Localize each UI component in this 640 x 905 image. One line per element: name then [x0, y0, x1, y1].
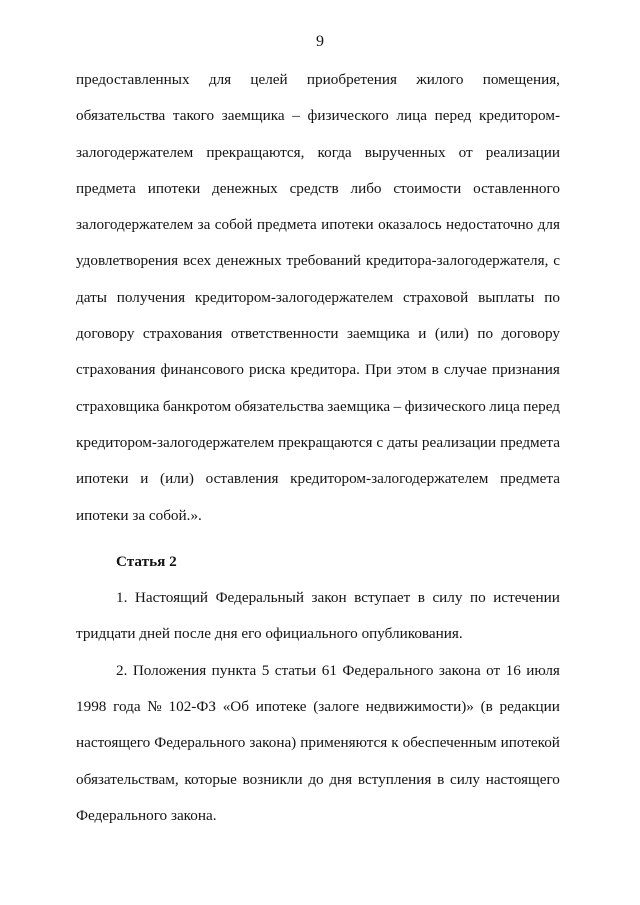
word: истечении: [493, 589, 560, 607]
word: с: [553, 252, 560, 270]
word: предмета: [76, 179, 136, 197]
document-body: [76, 70, 560, 842]
text-line: [76, 143, 560, 179]
word: по: [477, 325, 494, 343]
word: залогодержателем: [76, 143, 194, 161]
word: до: [308, 770, 324, 788]
word: (или): [160, 470, 194, 488]
word: этом: [396, 361, 427, 379]
text-line: [76, 469, 560, 505]
word: оказалось: [378, 216, 442, 234]
word: статьи: [274, 661, 317, 679]
word: силу: [432, 589, 463, 607]
word: за: [197, 216, 211, 234]
word: физического: [404, 397, 486, 415]
word: реализации: [421, 433, 497, 451]
word: и: [140, 470, 149, 488]
word: денежных: [212, 179, 278, 197]
word: вступает: [354, 589, 411, 607]
word: –: [292, 107, 300, 125]
word: предоставленных: [76, 71, 190, 88]
word: и: [418, 325, 427, 343]
word: для: [208, 71, 232, 88]
word: страхования: [142, 325, 223, 343]
word: обеспеченным: [402, 734, 497, 752]
word: в: [417, 589, 425, 607]
article-item-2: [76, 661, 560, 842]
word: даты: [387, 433, 418, 451]
text-line-last: ипотеки за собой.».: [76, 506, 202, 524]
word: денежных: [215, 252, 282, 270]
word: от: [458, 143, 473, 161]
text-line: [76, 288, 560, 324]
word: кредитора.: [290, 361, 360, 379]
text-line: [76, 770, 560, 806]
word: заемщика: [221, 107, 285, 125]
word: случае: [443, 361, 487, 379]
text-line: [76, 215, 560, 251]
word: настоящего: [76, 734, 151, 752]
word: (или): [434, 325, 469, 343]
word: всех: [182, 252, 212, 270]
word: перед: [434, 107, 472, 125]
word: ипотекой: [500, 734, 560, 752]
text-line: [76, 251, 560, 287]
page-number: 9: [316, 33, 324, 50]
text-line: [76, 397, 560, 433]
word: реализации: [485, 143, 560, 161]
word: оставленного: [473, 179, 560, 197]
word: 102-ФЗ: [168, 698, 216, 716]
word: предмета: [256, 216, 317, 234]
text-line: [76, 324, 560, 360]
word: года: [113, 698, 141, 716]
word: помещения,: [482, 71, 560, 88]
word: кредитором-залогодержателем: [290, 470, 489, 488]
word: ипотеке: [255, 698, 307, 716]
word: получения: [116, 288, 186, 306]
word: силу: [449, 770, 480, 788]
word: Настоящий: [134, 589, 209, 607]
word: в: [431, 361, 439, 379]
word: ответственности: [230, 325, 339, 343]
word: признания: [491, 361, 560, 379]
word: которые: [184, 770, 237, 788]
word: собой: [214, 216, 253, 234]
word: с: [376, 433, 384, 451]
word: к: [391, 734, 399, 752]
word: применяются: [300, 734, 388, 752]
word: для: [537, 216, 560, 234]
word: кредитором-залогодержателем: [194, 288, 394, 306]
text-line: [76, 106, 560, 142]
word: Федеральный: [215, 589, 305, 607]
word: от: [486, 661, 501, 679]
word: средств: [289, 179, 339, 197]
word: заемщика: [327, 397, 391, 415]
word: страхования: [76, 361, 156, 379]
text-line: [76, 179, 560, 215]
word: недвижимости)»: [365, 698, 474, 716]
word: 1998: [76, 698, 107, 716]
text-line-last: тридцати дней после дня его официального опубликования.: [76, 625, 463, 643]
word: обязательствам,: [76, 770, 179, 788]
word: ипотеки: [321, 216, 374, 234]
text-line-last: Федерального закона.: [76, 806, 217, 824]
word: При: [364, 361, 392, 379]
word: в: [437, 770, 445, 788]
word: прекращаются,: [206, 143, 305, 161]
text-line: [76, 588, 560, 624]
word: либо: [350, 179, 382, 197]
word: (в: [480, 698, 493, 716]
word: Положения: [132, 661, 207, 679]
word: кредитором-залогодержателем: [76, 433, 275, 451]
word: по: [470, 589, 486, 607]
word: предмета: [500, 470, 560, 488]
word: выплаты: [478, 288, 535, 306]
word: перед: [523, 397, 560, 415]
word: жилого: [416, 71, 464, 88]
word: оставления: [205, 470, 279, 488]
word: стоимости: [393, 179, 462, 197]
paragraph-continuation: [76, 70, 560, 542]
word: ипотеки: [147, 179, 201, 197]
word: дня: [329, 770, 353, 788]
word: договору: [501, 325, 560, 343]
word: Федерального: [342, 661, 434, 679]
word: закона: [438, 661, 481, 679]
word: прекращаются: [278, 433, 373, 451]
text-line: [76, 360, 560, 396]
text-line: [76, 433, 560, 469]
article-item-1: [76, 588, 560, 661]
word: редакции: [499, 698, 560, 716]
word: такого: [172, 107, 215, 125]
word: целей: [250, 71, 288, 88]
word: лица: [489, 397, 520, 415]
word: требований: [286, 252, 362, 270]
word: предмета: [500, 433, 560, 451]
word: кредитора-залогодержателя,: [365, 252, 549, 270]
word: даты: [76, 288, 107, 306]
word: 1.: [116, 589, 128, 607]
word: Федерального: [154, 734, 246, 752]
text-line: [76, 733, 560, 769]
word: «Об: [222, 698, 249, 716]
word: по: [544, 288, 560, 306]
word: настоящего: [485, 770, 560, 788]
word: закона): [249, 734, 297, 752]
text-line: [76, 661, 560, 697]
word: заемщика: [346, 325, 410, 343]
word: страховщика: [76, 397, 160, 415]
word: риска: [248, 361, 286, 379]
word: –: [393, 397, 402, 415]
word: закон: [311, 589, 347, 607]
word: 61: [321, 661, 337, 679]
word: вырученных: [364, 143, 446, 161]
word: кредитором-: [479, 107, 560, 125]
word: 2.: [116, 661, 128, 679]
word: приобретения: [306, 71, 398, 88]
word: (залоге: [313, 698, 360, 716]
word: обязательства: [234, 397, 324, 415]
word: банкротом: [162, 397, 232, 415]
word: возникли: [242, 770, 303, 788]
word: недостаточно: [446, 216, 534, 234]
article-heading: Статья 2: [116, 552, 177, 570]
word: июля: [526, 661, 560, 679]
word: залогодержателем: [76, 216, 194, 234]
word: №: [147, 698, 162, 716]
word: удовлетворения: [76, 252, 179, 270]
word: когда: [317, 143, 352, 161]
word: ипотеки: [76, 470, 129, 488]
text-line: [76, 70, 560, 106]
text-line: [76, 697, 560, 733]
paragraph-gap: [76, 542, 560, 552]
word: 16: [505, 661, 521, 679]
word: пункта: [211, 661, 257, 679]
word: страховой: [402, 288, 469, 306]
word: финансового: [160, 361, 244, 379]
word: договору: [76, 325, 135, 343]
word: вступления: [357, 770, 432, 788]
word: лица: [396, 107, 427, 125]
word: физического: [307, 107, 389, 125]
word: обязательства: [76, 107, 166, 125]
word: 5: [261, 661, 270, 679]
